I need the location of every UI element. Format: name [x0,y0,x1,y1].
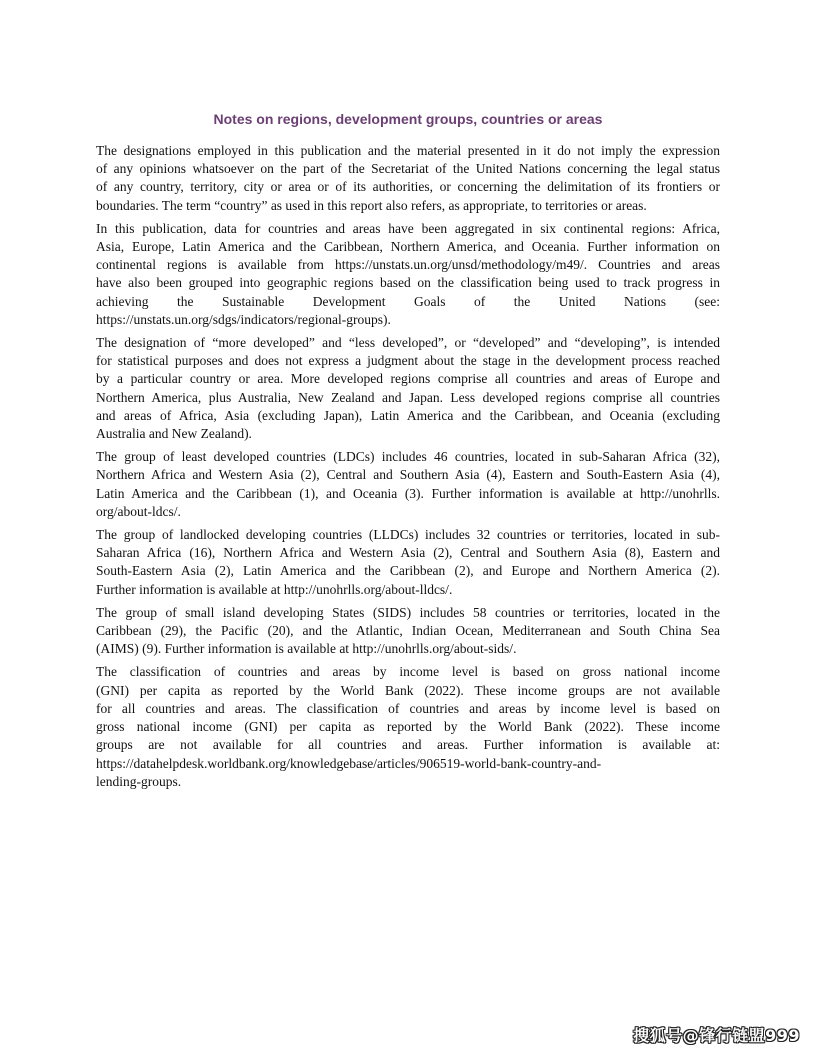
paragraph-income-level [96,663,720,790]
text-line: Asia, Europe, Latin America and the Caribbean, Northern America, and Oceania. Further information on [96,239,720,255]
text-line: The group of small island developing States (SIDS) includes 58 countries or territories, located in the [96,604,720,620]
text-line: by a particular country or area. More developed regions comprise all countries and areas of Europe and [96,371,720,387]
text-line: Caribbean (29), the Pacific (20), and the Atlantic, Indian Ocean, Mediterranean and South China Sea [96,623,720,639]
paragraph-lldcs [96,526,720,599]
text-line: org/about-ldcs/. [96,503,181,519]
paragraph-designations [96,142,720,215]
text-line: (AIMS) (9). Further information is available at http://unohrlls.org/about-sids/. [96,641,517,657]
paragraph-continental-regions [96,220,720,329]
text-line: boundaries. The term “country” as used in this report also refers, as appropriate, to territories or areas. [96,197,647,213]
text-line: and areas of Africa, Asia (excluding Japan), Latin America and the Caribbean, and Oceania (excluding [96,407,720,423]
text-line: (GNI) per capita as reported by the World Bank (2022). These income groups are not available [96,682,720,698]
document-body [96,142,720,796]
text-line: South-Eastern Asia (2), Latin America and the Caribbean (2), and Europe and Northern America (2). [96,563,720,579]
watermark: 搜狐号@锋行链盟999 [633,1026,800,1045]
text-line: Further information is available at http://unohrlls.org/about-lldcs/. [96,581,453,597]
paragraph-development-designation [96,334,720,443]
text-line: In this publication, data for countries and areas have been aggregated in six continental regions: Africa, [96,220,720,236]
text-line: Latin America and the Caribbean (1), and Oceania (3). Further information is available at http://unohrlls. [96,485,720,501]
text-line: The designations employed in this publication and the material presented in it do not imply the expression [96,143,720,158]
text-line: lending-groups. [96,773,182,789]
text-line: for all countries and areas. The classification of countries and areas by income level is based on [96,700,720,716]
text-line: have also been grouped into geographic regions based on the classification being used to track progress in [96,275,720,291]
paragraph-sids [96,604,720,659]
text-line: https://unstats.un.org/sdgs/indicators/regional-groups). [96,311,391,327]
text-line: The group of landlocked developing countries (LLDCs) includes 32 countries or territories, located in sub- [96,527,720,543]
text-line: Northern Africa and Western Asia (2), Central and Southern Asia (4), Eastern and South-Eastern Asia (4), [96,467,720,483]
text-line: Saharan Africa (16), Northern Africa and Western Asia (2), Central and Southern Asia (8), Eastern and [96,545,720,561]
text-line: The designation of “more developed” and “less developed”, or “developed” and “developing”, is intended [96,335,720,351]
text-line: The group of least developed countries (LDCs) includes 46 countries, located in sub-Saharan Africa (32), [96,449,720,465]
text-line: Northern America, plus Australia, New Zealand and Japan. Less developed regions comprise all countries [96,389,720,405]
text-line: gross national income (GNI) per capita as reported by the World Bank (2022). These income [96,719,720,735]
text-line: Australia and New Zealand). [96,426,252,442]
text-line: The classification of countries and areas by income level is based on gross national income [96,664,720,680]
text-line: for statistical purposes and does not express a judgment about the stage in the development process reached [96,353,720,369]
text-line: continental regions is available from https://unstats.un.org/unsd/methodology/m49/. Countries and areas [96,257,720,273]
page-title: Notes on regions, development groups, countries or areas [213,111,603,127]
text-line: of any opinions whatsoever on the part of the Secretariat of the United Nations concerning the legal status [96,161,720,177]
text-line: groups are not available for all countries and areas. Further information is available at: [96,737,720,753]
text-line: https://datahelpdesk.worldbank.org/knowledgebase/articles/906519-world-bank-country-and- [96,755,602,771]
paragraph-ldcs [96,448,720,521]
text-line: of any country, territory, city or area or of its authorities, or concerning the delimitation of its frontiers or [96,179,720,195]
text-line: achieving the Sustainable Development Goals of the United Nations (see: [96,293,720,309]
